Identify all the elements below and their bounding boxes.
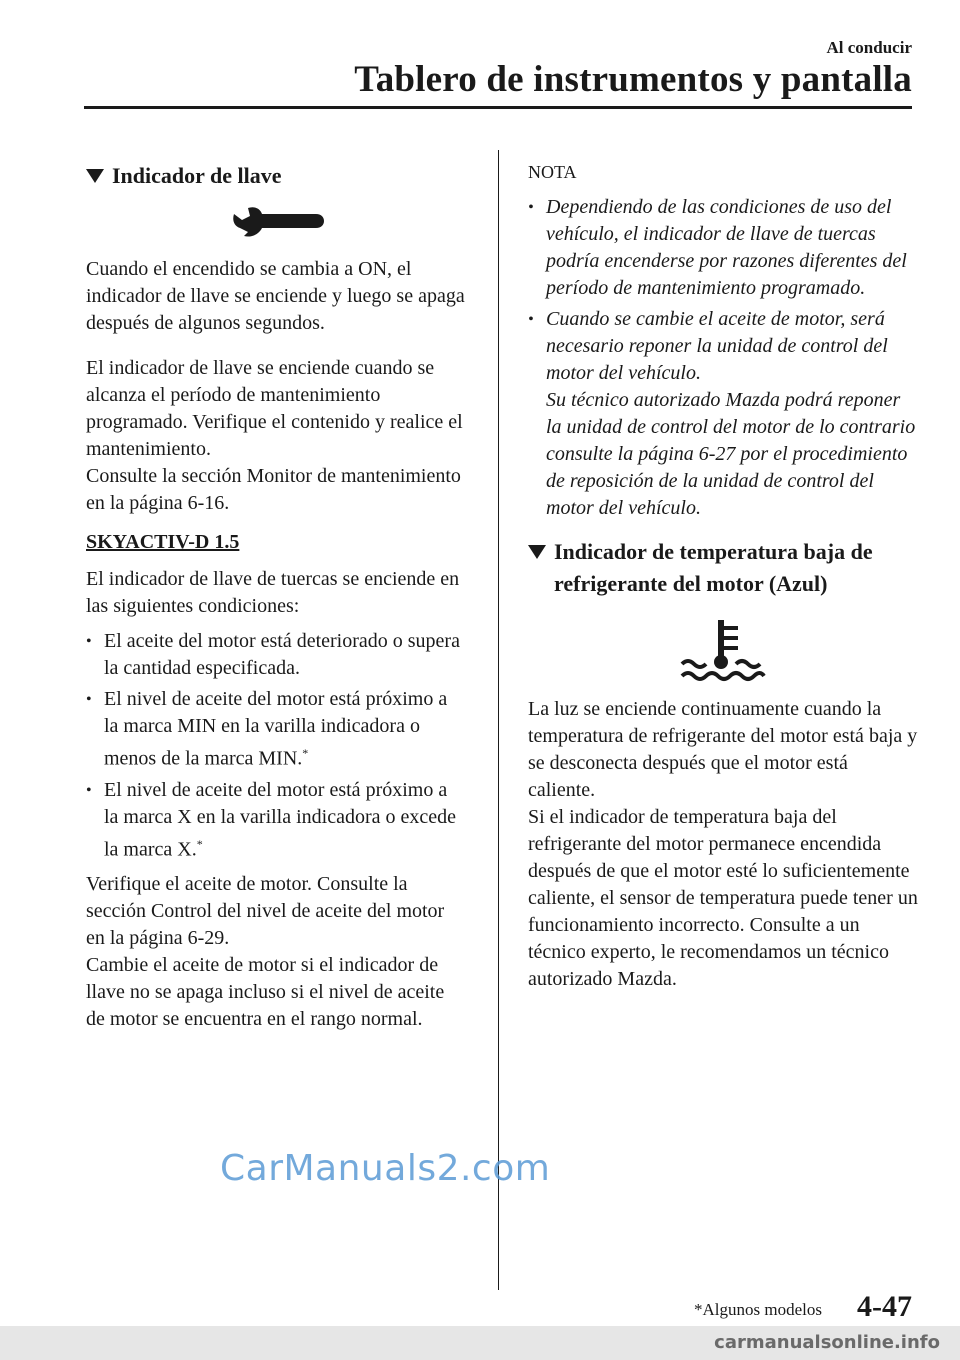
paragraph: Cuando el encendido se cambia a ON, el indicador de llave se enciende y luego se apaga después de algunos segundos. [86,258,465,334]
triangle-marker-icon [528,545,546,559]
section-heading-wrench: Indicador de llave [86,160,466,192]
header-rule [84,106,912,109]
nota-label: NOTA [528,162,577,182]
section-heading-coolant: Indicador de temperatura baja de refrigerante del motor (Azul) [528,536,918,600]
coolant-temperature-icon [528,618,918,682]
list-item: • Dependiendo de las condiciones de uso del vehículo, el indicador de llave de tuercas podría encenderse por razones diferentes del período de mantenimiento programado. [528,194,918,302]
paragraph: El indicador de llave se enciende cuando se alcanza el período de mantenimiento programado. Verifique el contenido y realice el mantenimiento. [86,357,463,460]
column-divider [498,150,499,1290]
wrench-icon [86,202,466,242]
condition-list [86,628,466,863]
list-item: • El aceite del motor está deteriorado o supera la cantidad especificada. [86,628,466,682]
left-column [86,160,466,1033]
page-title: Tablero de instrumentos y pantalla [354,59,912,100]
paragraph: Consulte la sección Monitor de mantenimiento en la página 6-16. [86,465,461,514]
footnote: *Algunos modelos [694,1300,822,1319]
paragraph: El indicador de llave de tuercas se enciende en las siguientes condiciones: [86,568,460,617]
watermark: CarManuals2.com [220,1148,551,1189]
list-item: • El nivel de aceite del motor está próximo a la marca MIN en la varilla indicadora o menos de la marca MIN.* [86,686,466,773]
page-number: 4-47 [857,1290,912,1323]
paragraph: Cambie el aceite de motor si el indicador de llave no se apaga incluso si el nivel de aceite de motor se encuentra en el rango normal. [86,954,445,1031]
triangle-marker-icon [86,169,104,183]
right-column [528,160,918,993]
site-footer-bar [0,1326,960,1360]
site-link[interactable]: carmanualsonline.info [714,1332,940,1353]
subheading: SKYACTIV-D 1.5 [86,531,240,553]
paragraph: Verifique el aceite de motor. Consulte la sección Control del nivel de aceite del motor en la página 6-29. [86,873,445,950]
nota-list [528,194,918,522]
paragraph: La luz se enciende continuamente cuando la temperatura de refrigerante del motor está baja y se desconecta después que el motor está caliente. [528,698,918,801]
header-section: Al conducir [826,38,912,57]
list-item: • Cuando se cambie el aceite de motor, será necesario reponer la unidad de control del motor del vehículo. Su técnico autorizado Mazda podrá reponer la unidad de control del motor de lo contrario consulte la página 6-27 por el procedimiento de reposición de la unidad de control del motor del vehículo. [528,306,918,522]
list-item: • El nivel de aceite del motor está próximo a la marca X en la varilla indicadora o excede la marca X.* [86,777,466,864]
paragraph: Si el indicador de temperatura baja del refrigerante del motor permanece encendida después de que el motor esté lo suficientemente caliente, el sensor de temperatura puede tener un funcionamiento incorrecto. Consulte a un técnico experto, le recomendamos un técnico autorizado Mazda. [528,806,918,990]
